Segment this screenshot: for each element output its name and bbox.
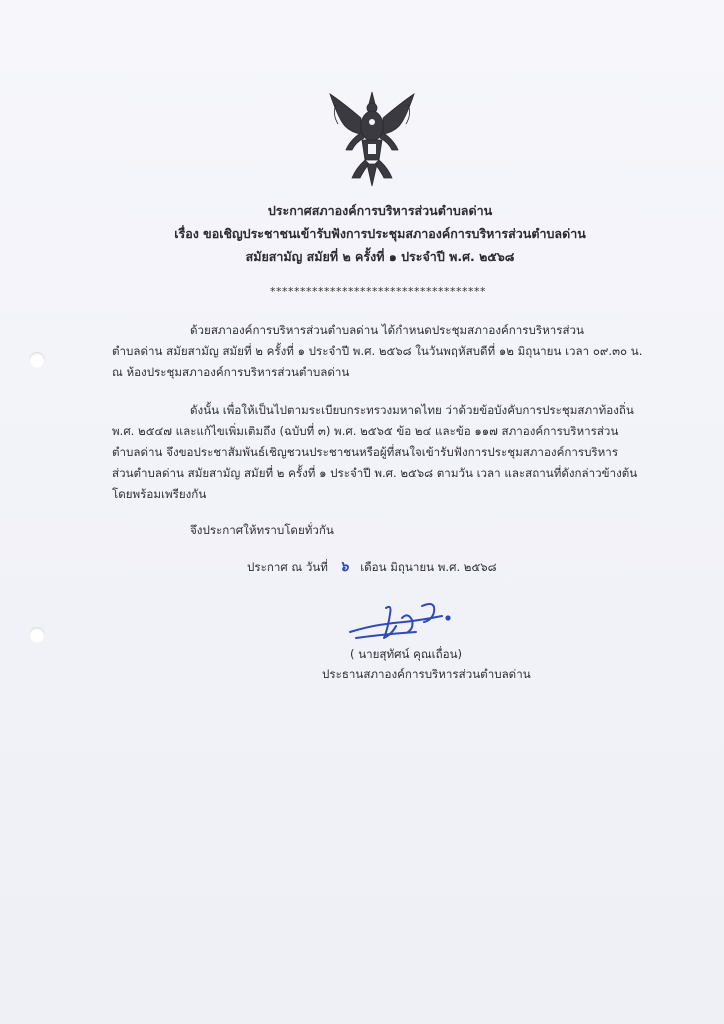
separator-line: ************************************ xyxy=(270,285,486,298)
paragraph-2 xyxy=(112,400,652,505)
header-session: สมัยสามัญ สมัยที่ ๒ ครั้งที่ ๑ ประจำปี พ.ศ. ๒๕๖๘ xyxy=(245,249,515,264)
handwritten-day: ๖ xyxy=(339,559,349,575)
signer-title: ประธานสภาองค์การบริหารส่วนตำบลด่าน xyxy=(322,667,531,681)
paragraph-2-line-1: ดังนั้น เพื่อให้เป็นไปตามระเบียบกระทรวงมหาดไทย ว่าด้วยข้อบังคับการประชุมสภาท้องถิ่น xyxy=(190,403,634,417)
header-title: ประกาศสภาองค์การบริหารส่วนตำบลด่าน xyxy=(267,203,493,218)
punch-hole-top xyxy=(29,352,45,368)
closing-statement: จึงประกาศให้ทราบโดยทั่วกัน xyxy=(190,523,334,537)
paragraph-1-line-1: ด้วยสภาองค์การบริหารส่วนตำบลด่าน ได้กำหนดประชุมสภาองค์การบริหารส่วน xyxy=(190,323,584,337)
date-prefix: ประกาศ ณ วันที่ xyxy=(247,560,328,574)
paragraph-1-line-2: ตำบลด่าน สมัยสามัญ สมัยที่ ๒ ครั้งที่ ๑ ประจำปี พ.ศ. ๒๕๖๘ ในวันพฤหัสบดีที่ ๑๒ มิถุนายน เวลา ๐๙.๓๐ น. xyxy=(112,344,643,358)
paragraph-2-line-2: พ.ศ. ๒๕๔๗ และแก้ไขเพิ่มเติมถึง (ฉบับที่ ๓) พ.ศ. ๒๕๖๕ ข้อ ๒๔ และข้อ ๑๑๗ สภาองค์การบริหารส่วน xyxy=(112,424,619,438)
paragraph-2-line-5: โดยพร้อมเพรียงกัน xyxy=(112,487,207,501)
signer-name: ( นายสุทัศน์ คุณเถื่อน) xyxy=(350,647,463,661)
paragraph-1 xyxy=(112,320,652,383)
paragraph-2-line-3: ตำบลด่าน จึงขอประชาสัมพันธ์เชิญชวนประชาชนหรือผู้ที่สนใจเข้ารับฟังการประชุมสภาองค์การบริหาร xyxy=(112,445,619,459)
header-subject: เรื่อง ขอเชิญประชาชนเข้ารับฟังการประชุมสภาองค์การบริหารส่วนตำบลด่าน xyxy=(174,226,586,241)
garuda-emblem-icon xyxy=(322,88,422,188)
signature-mark xyxy=(346,598,466,648)
date-line xyxy=(247,556,497,578)
paragraph-2-line-4: ส่วนตำบลด่าน สมัยสามัญ สมัยที่ ๒ ครั้งที่ ๑ ประจำปี พ.ศ. ๒๕๖๘ ตามวัน เวลา และสถานที่ดังกล่าวข้างต้น xyxy=(112,466,638,480)
date-suffix: เดือน มิถุนายน พ.ศ. ๒๕๖๘ xyxy=(360,560,497,574)
punch-hole-bottom xyxy=(29,627,45,643)
paragraph-1-line-3: ณ ห้องประชุมสภาองค์การบริหารส่วนตำบลด่าน xyxy=(112,365,350,379)
